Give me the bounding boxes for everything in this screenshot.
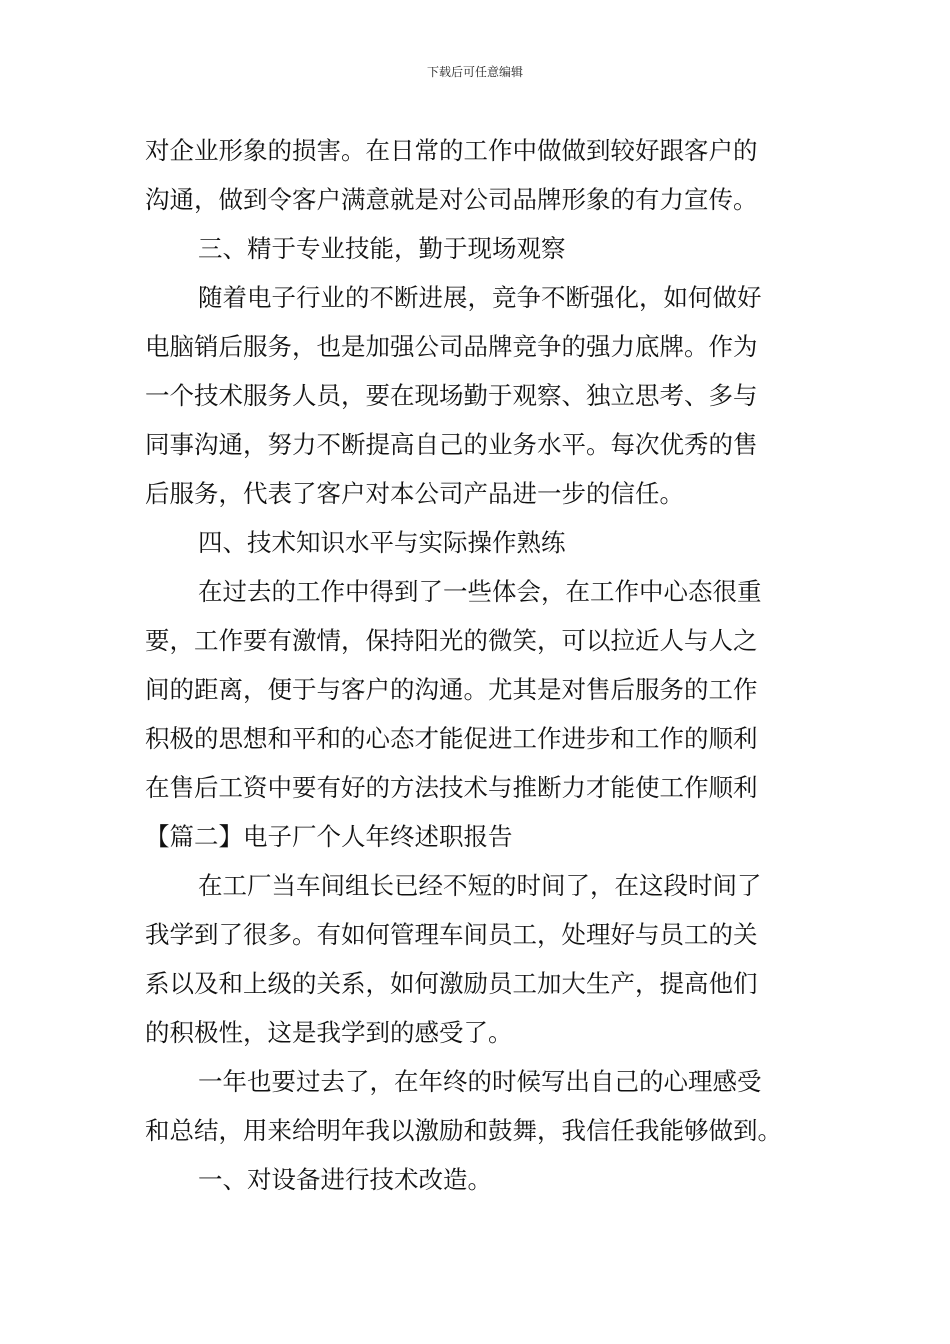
article-title: 【篇二】电子厂个人年终述职报告: [145, 822, 513, 851]
text-line: 电脑销后服务，也是加强公司品牌竞争的强力底牌。作为: [145, 332, 758, 361]
section-heading: 三、精于专业技能，勤于现场观察: [198, 234, 566, 263]
text-line: 积极的思想和平和的心态才能促进工作进步和工作的顺利: [145, 724, 758, 753]
text-line: 的积极性，这是我学到的感受了。: [145, 1018, 513, 1047]
text-line: 同事沟通，努力不断提高自己的业务水平。每次优秀的售: [145, 430, 758, 459]
text-line: 在售后工资中要有好的方法技术与推断力才能使工作顺利: [145, 773, 758, 802]
section-heading: 四、技术知识水平与实际操作熟练: [198, 528, 566, 557]
text-line: 后服务，代表了客户对本公司产品进一步的信任。: [145, 479, 684, 508]
text-line: 随着电子行业的不断进展，竞争不断强化，如何做好: [198, 283, 762, 312]
text-line: 系以及和上级的关系，如何激励员工加大生产，提高他们: [145, 969, 758, 998]
text-line: 对企业形象的损害。在日常的工作中做做到较好跟客户的: [145, 136, 758, 165]
text-line: 沟通，做到令客户满意就是对公司品牌形象的有力宣传。: [145, 185, 758, 214]
text-line: 间的距离，便于与客户的沟通。尤其是对售后服务的工作: [145, 675, 758, 704]
text-line: 在过去的工作中得到了一些体会，在工作中心态很重: [198, 577, 762, 606]
text-line: 我学到了很多。有如何管理车间员工，处理好与员工的关: [145, 920, 758, 949]
text-line: 在工厂当车间组长已经不短的时间了，在这段时间了: [198, 871, 762, 900]
text-line: 和总结，用来给明年我以激励和鼓舞，我信任我能够做到。: [145, 1116, 782, 1145]
text-line: 一个技术服务人员，要在现场勤于观察、独立思考、多与: [145, 381, 758, 410]
page-header: 下载后可任意编辑: [426, 65, 523, 79]
text-line: 要，工作要有激情，保持阳光的微笑，可以拉近人与人之: [145, 626, 758, 655]
text-line: 一年也要过去了，在年终的时候写出自己的心理感受: [198, 1067, 762, 1096]
section-heading: 一、对设备进行技术改造。: [198, 1165, 492, 1194]
document-body: [145, 126, 810, 1204]
